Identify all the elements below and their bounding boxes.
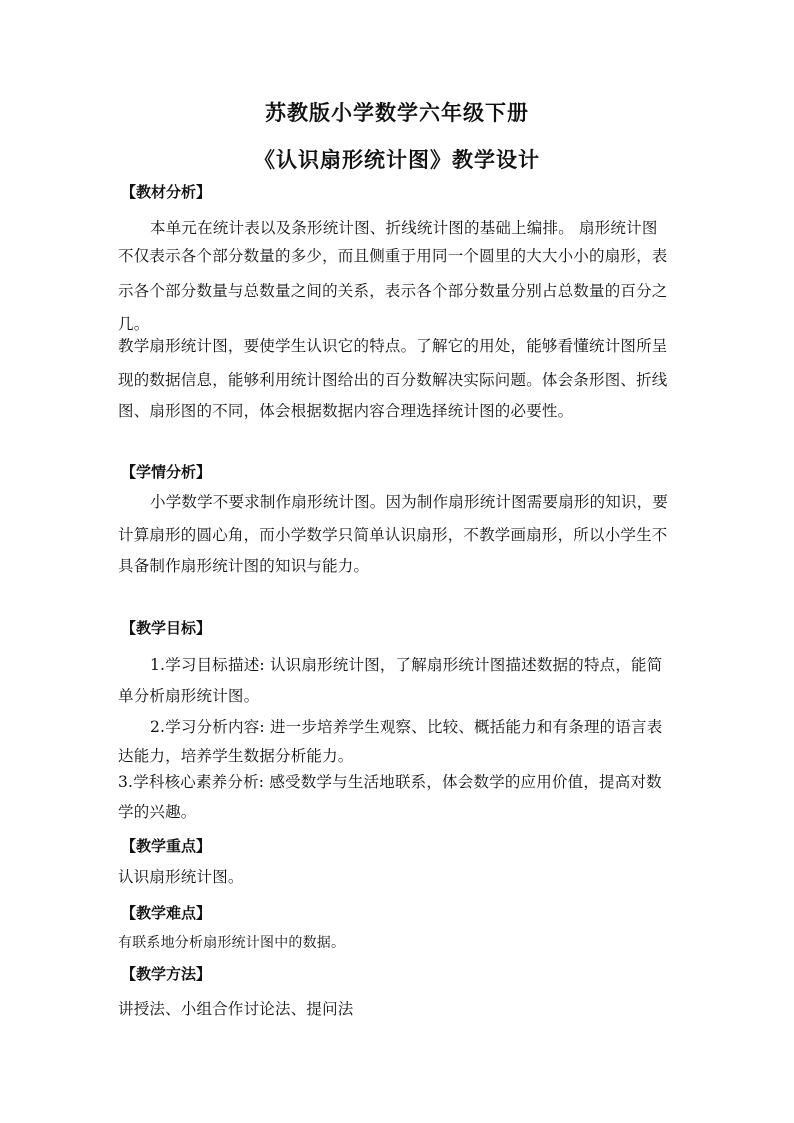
teaching-methods-text: 讲授法、小组合作讨论法、提问法 bbox=[118, 1000, 354, 1018]
paragraph-line: 几。 bbox=[118, 315, 150, 333]
document-title: 苏教版小学数学六年级下册 bbox=[265, 100, 529, 125]
paragraph-line: 学的兴趣。 bbox=[118, 803, 197, 821]
paragraph-line: 小学数学不要求制作扇形统计图。因为制作扇形统计图需要扇形的知识，要 bbox=[150, 493, 669, 511]
paragraph-line: 1.学习目标描述: 认识扇形统计图，了解扇形统计图描述数据的特点，能简 bbox=[150, 656, 663, 674]
heading-material-analysis: 【教材分析】 bbox=[121, 183, 212, 201]
paragraph-line: 单分析扇形统计图。 bbox=[118, 687, 260, 705]
paragraph-line: 示各个部分数量与总数量之间的关系，表示各个部分数量分别占总数量的百分之 bbox=[118, 282, 668, 300]
paragraph-line: 图、扇形图的不同，体会根据数据内容合理选择统计图的必要性。 bbox=[118, 402, 574, 420]
paragraph-line: 不仅表示各个部分数量的多少，而且侧重于用同一个圆里的大大小小的扇形，表 bbox=[118, 247, 668, 265]
heading-key-points: 【教学重点】 bbox=[121, 837, 212, 855]
paragraph-line: 计算扇形的圆心角，而小学数学只简单认识扇形，不教学画扇形，所以小学生不 bbox=[118, 526, 668, 544]
heading-teaching-goals: 【教学目标】 bbox=[121, 619, 212, 637]
heading-student-analysis: 【学情分析】 bbox=[121, 463, 212, 481]
paragraph-line: 达能力，培养学生数据分析能力。 bbox=[118, 747, 354, 765]
paragraph-line: 具备制作扇形统计图的知识与能力。 bbox=[118, 557, 370, 575]
key-points-text: 认识扇形统计图。 bbox=[118, 868, 244, 886]
paragraph-line: 教学扇形统计图，要使学生认识它的特点。了解它的用处，能够看懂统计图所呈 bbox=[118, 337, 668, 355]
difficulties-text: 有联系地分析扇形统计图中的数据。 bbox=[118, 935, 346, 951]
paragraph-line: 3.学科核心素养分析: 感受数学与生活地联系，体会数学的应用价值，提高对数 bbox=[118, 773, 662, 791]
paragraph-line: 现的数据信息，能够利用统计图给出的百分数解决实际问题。体会条形图、折线 bbox=[118, 371, 668, 389]
document-subtitle: 《认识扇形统计图》教学设计 bbox=[254, 147, 540, 172]
heading-difficulties: 【教学难点】 bbox=[121, 904, 212, 922]
paragraph-line: 2.学习分析内容: 进一步培养学生观察、比较、概括能力和有条理的语言表 bbox=[150, 718, 663, 736]
heading-teaching-methods: 【教学方法】 bbox=[121, 965, 212, 983]
paragraph-line: 本单元在统计表以及条形统计图、折线统计图的基础上编排。 扇形统计图 bbox=[150, 219, 658, 237]
